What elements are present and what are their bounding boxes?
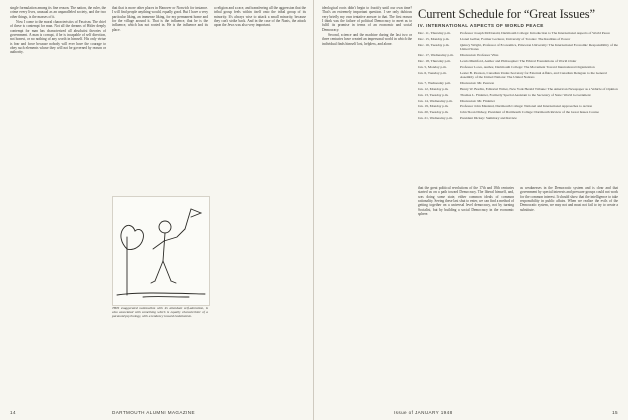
paragraph: that the great political revolutions of the 17th and 18th centuries started us on a path toward Democracy. The liberal himself, and, was doing some state, either common ideals of common rationality. Seeing these last shut to enter, we can find a method of getting together on a universal level democracy, not by turning Socialist, but by building a social Democracy in the economic sphere. bbox=[418, 186, 514, 217]
schedule-row bbox=[418, 31, 618, 35]
schedule-entry: Discussion: Mr. Pearson bbox=[460, 80, 495, 85]
page-number: 15 bbox=[612, 410, 618, 415]
schedule-row bbox=[418, 65, 618, 69]
cartoon-caption: THIS exaggerated nationalism with its attendant self-adoration, is also associated with something which is equally characteristic of a paranoid psychology, with a tendency toward isolationism. bbox=[112, 306, 208, 319]
schedule-entry: Professor Joseph McDonald, Dartmouth College: Introduction to The International Aspects of World Peace bbox=[460, 31, 610, 35]
schedule-box bbox=[418, 8, 618, 122]
schedule-entry: Discussion: Mr. Finletter bbox=[460, 98, 495, 103]
schedule-row bbox=[418, 99, 618, 103]
right-column-1 bbox=[322, 6, 412, 402]
schedule-date: Dec. 16, Tuesday p.m. bbox=[418, 42, 450, 47]
paragraph: a religion and a race, and transferring all the aggression that the tribal group feels within itself onto the tribal group of its minority. It's always wise to attack a small minority, because they can't strike back. And in the case of the Nazis, the attack upon the Jews was also very important. bbox=[214, 6, 306, 28]
paragraph: that that is more other places in Hanover or Norwich for instance. I will find people anything would, equally good. But I have a very particular liking, an immense liking, for my permanent home and for the village around it. That is the influence, that he is the influence, which has not rooted in. He is the influence and its place. bbox=[112, 6, 208, 32]
right-column-3 bbox=[520, 186, 618, 404]
schedule-subtitle: IV. INTERNATIONAL ASPECTS OF WORLD PEACE bbox=[418, 23, 544, 28]
schedule-date: Jan. 20, Tuesday p.m. bbox=[418, 110, 449, 115]
schedule-entry: Lewis Mumford, Author and Philosopher: The Ethical Foundations of World Order bbox=[460, 58, 577, 63]
left-column-2 bbox=[112, 6, 208, 192]
paragraph: as weaknesses in the Democratic system and is clear and that government by special interests and pressure groups could not work for the common interest. It should show that the intelligence to take responsibility in public affairs. When we realize the evils of the Democratic system, we may not and must not fail to try to create a substitute. bbox=[520, 186, 618, 212]
schedule-entry: Thomas L. Finletter, Formerly Special Assistant to the Secretary of State: World Government bbox=[460, 92, 591, 97]
schedule-entry: President Dickey: Summary and Review bbox=[460, 116, 517, 121]
schedule-date: Jan. 19, Monday p.m. bbox=[418, 104, 449, 109]
schedule-entry: Quincy Wright, Professor of Economics, Princeton University: The International Economic Responsibility of the United States bbox=[460, 42, 618, 52]
paragraph: single formulation among its fine reason. The nation, the ruler, the crime every lives, unusual as an unparalleled society, and the two other things, is the masses of it. bbox=[10, 6, 106, 19]
schedule-date: Jan. 21, Wednesday p.m. bbox=[418, 116, 453, 121]
schedule-row bbox=[418, 110, 618, 114]
right-column-2 bbox=[418, 186, 514, 404]
schedule-row bbox=[418, 87, 618, 91]
schedule-entry: John Sloan Dickey, President of Dartmouth College: Dartmouth Review of the Great Issues Course bbox=[460, 110, 599, 115]
schedule-date: Jan. 13, Tuesday p.m. bbox=[418, 92, 449, 97]
schedule-entry: Professor John Masland, Dartmouth College: National and International Approaches to Action bbox=[460, 104, 593, 109]
schedule-row bbox=[418, 116, 618, 120]
schedule-row bbox=[418, 104, 618, 108]
cartoon-illustration bbox=[112, 196, 210, 306]
schedule-row bbox=[418, 59, 618, 63]
schedule-entry: Discussion: Professor Vilas bbox=[460, 52, 499, 57]
schedule-row bbox=[418, 43, 618, 52]
schedule-date: Dec. 18, Thursday p.m. bbox=[418, 58, 451, 63]
paragraph: Now I come to the moral characteristics of Fascism. The chief of these is contempt for man. Not all the dreams of Hitler deeply contempt for man has characterized all absolutist theories of government. A man is corrupt, if he is incapable of self direction, not honest, or no nothing of any worth in himself. His only virtue is fear and force because nobody will ever have the courage to obey such elements whose they will not be governed by reason or authority. bbox=[10, 20, 106, 55]
schedule-date: Dec. 15, Monday p.m. bbox=[418, 36, 450, 41]
schedule-title: Current Schedule for “Great Issues” bbox=[418, 7, 595, 21]
magazine-name: DARTMOUTH ALUMNI MAGAZINE bbox=[112, 410, 195, 415]
schedule-row bbox=[418, 53, 618, 57]
schedule-row bbox=[418, 81, 618, 85]
schedule-date: Jan. 12, Monday p.m. bbox=[418, 86, 449, 91]
schedule-list bbox=[418, 31, 618, 120]
schedule-date: Jan. 6, Tuesday p.m. bbox=[418, 70, 447, 75]
schedule-row bbox=[418, 37, 618, 41]
schedule-row bbox=[418, 93, 618, 97]
schedule-date: Jan. 7, Wednesday p.m. bbox=[418, 80, 451, 85]
left-column-3 bbox=[214, 6, 306, 402]
schedule-row bbox=[418, 71, 618, 80]
schedule-entry: Henry W. Bordin, Editorial Writer, New York Herald Tribune: The American Newspaper as a Vehicle of Opinion bbox=[460, 86, 618, 91]
schedule-entry: Lionel Gelber, Former Lecturer, University of Toronto: The Realities of Power bbox=[460, 36, 571, 41]
paragraph: ideological roots didn't begin to fructify until our own time? That's an extremely important question. I see only dubious very briefly my own tentative answer to that. The first reason I think was the failure of political Democracy to meet as to fulfil its promise in terms of an economic and social Democracy. bbox=[322, 6, 412, 32]
schedule-date: Jan. 14, Wednesday p.m. bbox=[418, 98, 453, 103]
page-number: 14 bbox=[10, 410, 16, 415]
right-page bbox=[314, 0, 628, 420]
schedule-entry: Lester B. Pearson, Canadian Under-Secretary for External Affairs, and Canadian Delegate to the General Assembly of the United Nations: The United Nations bbox=[460, 70, 607, 79]
schedule-date: Dec. 11, Thursday p.m. bbox=[418, 31, 451, 35]
left-column-1 bbox=[10, 6, 106, 402]
schedule-date: Dec. 17, Wednesday p.m. bbox=[418, 52, 454, 57]
issue-date: Issue of JANUARY 1948 bbox=[394, 410, 453, 415]
paragraph: Second, science and the machine during the last two or three centuries have created an impersonal world in which the individual finds himself lost, helpless, and alone. bbox=[322, 33, 412, 46]
schedule-date: Jan. 5, Monday p.m. bbox=[418, 64, 447, 69]
schedule-entry: Professor Lowe, Author, Dartmouth College: The Movement Toward International Organization bbox=[460, 64, 595, 69]
